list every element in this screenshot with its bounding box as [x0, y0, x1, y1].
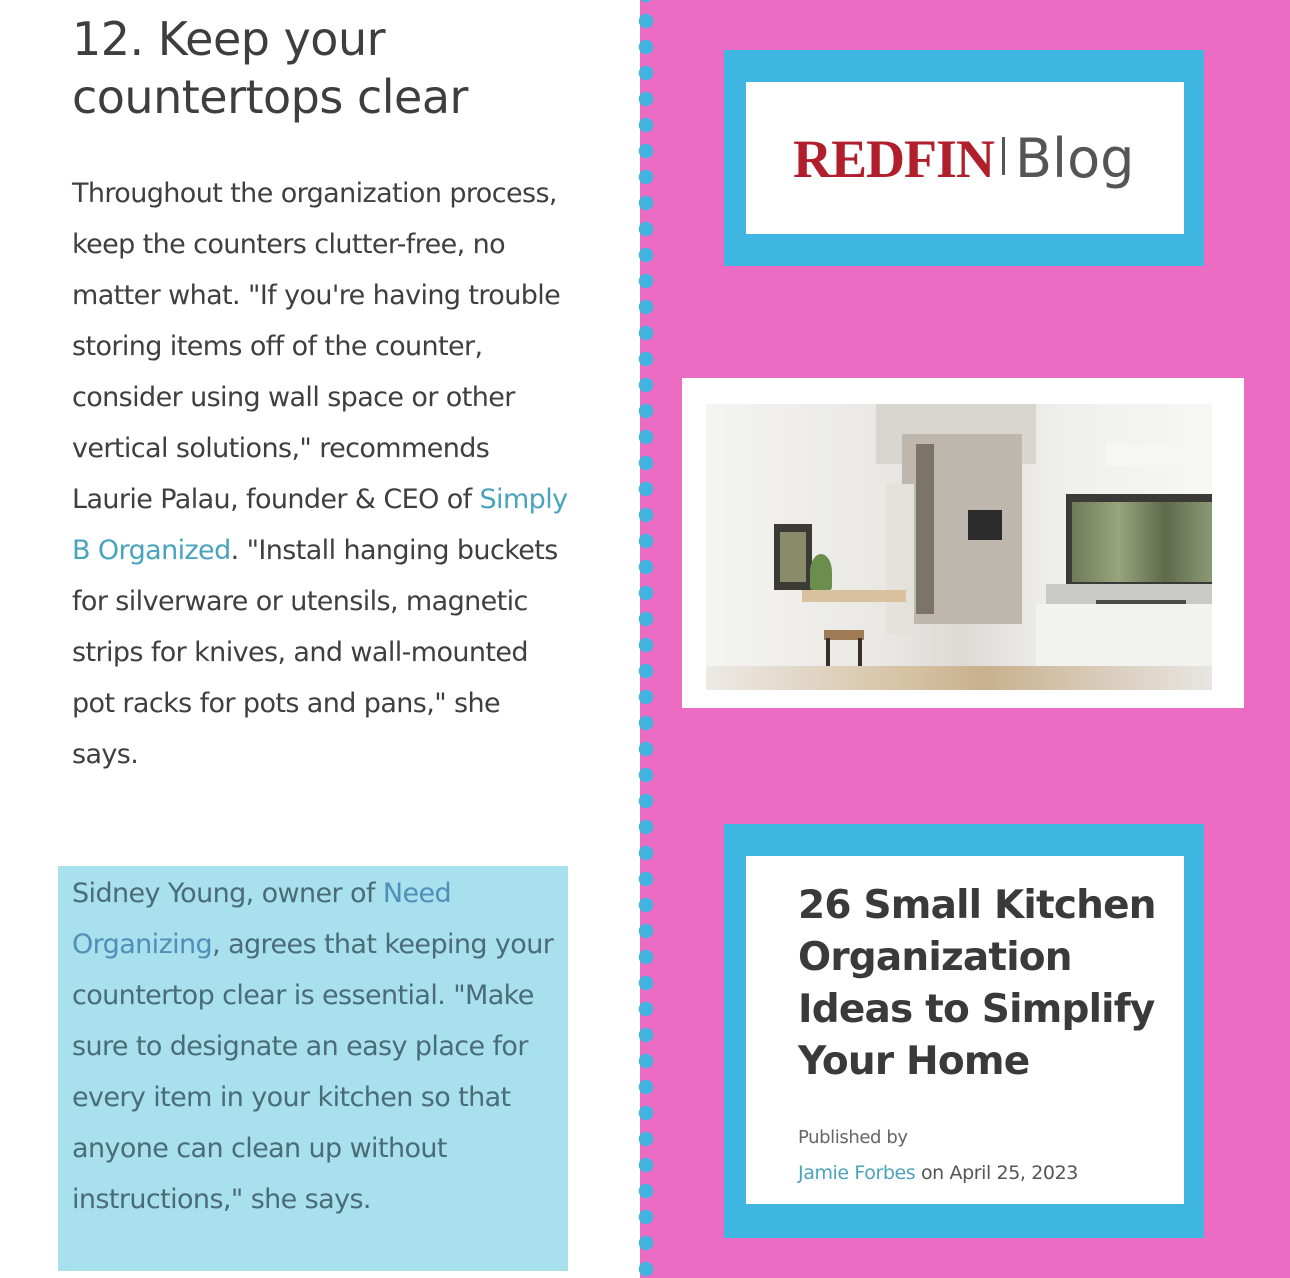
perforated-edge	[636, 0, 656, 1278]
author-link[interactable]: Jamie Forbes	[798, 1162, 916, 1184]
date-prefix: on	[920, 1162, 944, 1184]
redfin-wordmark: REDFIN	[793, 129, 995, 189]
published-label: Published by	[798, 1127, 908, 1148]
blog-wordmark: Blog	[1015, 127, 1135, 190]
paragraph-text-start: Throughout the organization process, keep the counters clutter-free, no matter what. "If you're having trouble storing items off of the counter, consider using wall space or other vertical solutions," recommends Laurie Palau, founder & CEO of	[72, 178, 561, 515]
callout-text-end: , agrees that keeping your countertop clear is essential. "Make sure to designate an easy place for every item in your kitchen so that anyone can clean up without instructions," she says.	[72, 929, 554, 1215]
need-organizing-link[interactable]: Need Organizing	[72, 878, 452, 960]
article-paragraph	[72, 168, 572, 780]
redfin-blog-logo[interactable]	[793, 124, 1134, 194]
callout-text	[72, 868, 572, 1225]
logo-divider	[1002, 137, 1005, 175]
heading-line-1: 12. Keep your	[72, 12, 386, 66]
simply-b-organized-link[interactable]: Simply B Organized	[72, 484, 568, 566]
article-heading	[72, 10, 468, 126]
card-title[interactable]: 26 Small Kitchen Organization Ideas to Simplify Your Home	[798, 883, 1156, 1084]
published-line	[798, 1160, 1078, 1186]
publish-date: April 25, 2023	[949, 1162, 1078, 1184]
paragraph-text-end: . "Install hanging buckets for silverware or utensils, magnetic strips for knives, and wall-mounted pot racks for pots and pans," she says.	[72, 535, 558, 770]
heading-line-2: countertops clear	[72, 70, 468, 124]
callout-text-start: Sidney Young, owner of	[72, 878, 383, 909]
kitchen-photo	[706, 404, 1212, 690]
